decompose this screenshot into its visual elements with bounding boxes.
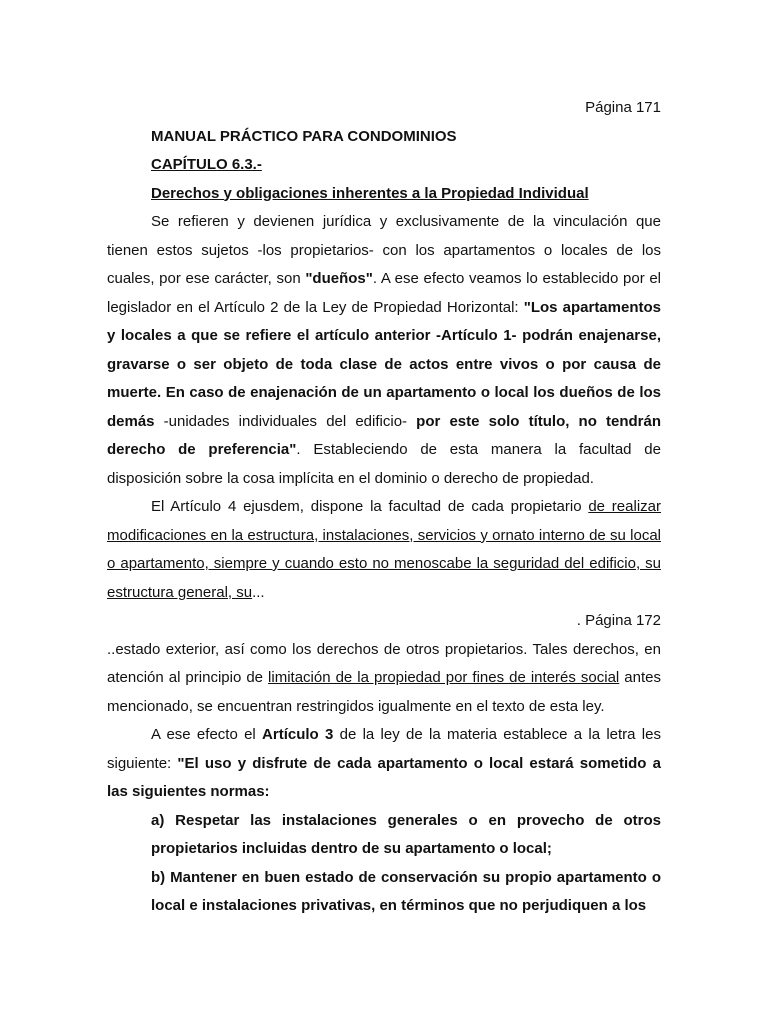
paragraph-4	[107, 721, 661, 807]
document-title: MANUAL PRÁCTICO PARA CONDOMINIOS	[151, 127, 457, 145]
section-heading-text: Derechos y obligaciones inherentes a la Propiedad Individual	[151, 184, 589, 202]
chapter-heading-text: CAPÍTULO 6.3.-	[151, 156, 262, 173]
paragraph-1-bold-2: "Los apartamentos y locales a que se refiere el artículo anterior -Artículo 1- podrán enajenarse, gravarse o ser objeto de toda clase de actos entre vivos o por causa de muerte. En caso de enajenación de un apartamento o local los dueños de los demás	[107, 298, 661, 430]
paragraph-4-text-2: de la ley de la materia establece a la letra les siguiente:	[107, 726, 661, 772]
paragraph-1-text-3: -unidades individuales del edificio-	[154, 412, 417, 430]
document-page	[107, 94, 661, 921]
paragraph-3-underlined: limitación de la propiedad por fines de interés social	[268, 669, 620, 686]
paragraph-1-text-1: Se refieren y devienen jurídica y exclusivamente de la vinculación que tienen estos sujetos -los propietarios- con los apartamentos o locales de los cuales, por ese carácter, son	[107, 213, 661, 287]
chapter-heading	[107, 151, 661, 180]
list-item-b: b) Mantener en buen estado de conservación su propio apartamento o local e instalaciones privativas, en términos que no perjudiquen a los	[151, 868, 661, 914]
paragraph-1-bold-3: por este solo título, no tendrán derecho de preferencia"	[107, 412, 661, 458]
list-item-a: a) Respetar las instalaciones generales o en provecho de otros propietarios incluidas dentro de su apartamento o local;	[151, 811, 661, 857]
paragraph-2-text-1: El Artículo 4 ejusdem, dispone la facultad de cada propietario	[151, 498, 589, 515]
page-marker: . Página 172	[576, 612, 661, 629]
paragraph-4-text-1: A ese efecto el	[151, 726, 263, 743]
paragraph-2-underlined: de realizar modificaciones en la estructura, instalaciones, servicios y ornato interno de su local o apartamento, siempre y cuando esto no menoscabe la seguridad del edificio, su estructura general, su	[107, 498, 661, 601]
paragraph-1-text-4: . Estableciendo de esta manera la facultad de disposición sobre la cosa implícita en el dominio o derecho de propiedad.	[107, 441, 661, 487]
paragraph-1-bold-1: "dueños"	[305, 270, 373, 287]
paragraph-1-text-2: . A ese efecto veamos lo establecido por el legislador en el Artículo 2 de la Ley de Propiedad Horizontal:	[107, 270, 662, 316]
paragraph-3-text-1: ..estado exterior, así como los derechos de otros propietarios. Tales derechos, en atención al principio de	[107, 640, 661, 686]
paragraph-3-text-2: antes mencionado, se encuentran restringidos igualmente en el texto de esta ley.	[107, 669, 661, 715]
paragraph-3	[107, 636, 661, 722]
paragraph-1	[107, 208, 661, 493]
paragraph-4-bold-1: Artículo 3	[262, 726, 334, 743]
page-number-header: Página 171	[585, 99, 661, 116]
paragraph-4-bold-2: "El uso y disfrute de cada apartamento o local estará sometido a las siguientes normas:	[107, 754, 661, 800]
paragraph-2	[107, 493, 661, 607]
paragraph-2-text-2: ...	[252, 583, 265, 601]
section-heading	[107, 180, 661, 209]
